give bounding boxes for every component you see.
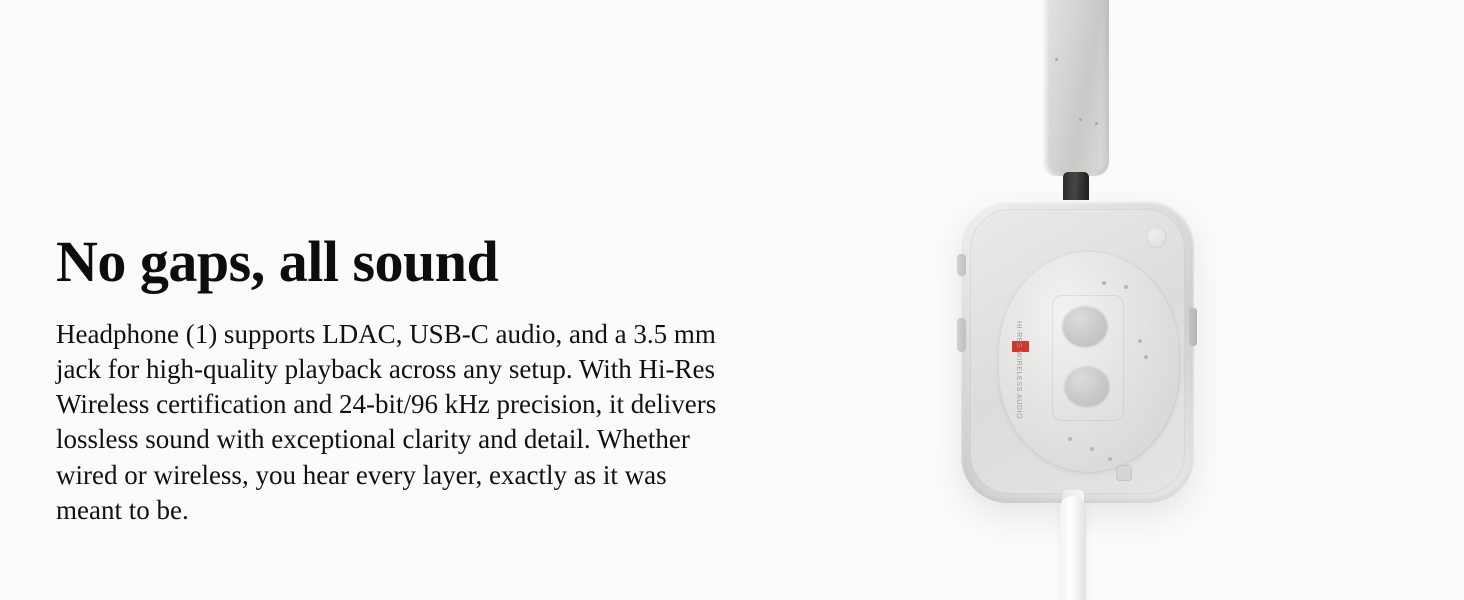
headband-arm xyxy=(1043,0,1109,176)
arm-screw-icon xyxy=(1095,122,1098,125)
plate-dot-icon xyxy=(1138,339,1142,343)
plate-dot-icon xyxy=(1102,281,1106,285)
ear-cup-rim xyxy=(970,209,1185,494)
body-paragraph: Headphone (1) supports LDAC, USB-C audio, and a 3.5 mm jack for high-quality playback across any setup. With Hi-Res Wireless certification and 24-bit/96 kHz precision, it delivers lossless sound with exceptional clarity and detail. Whether wired or wireless, you hear every layer, exactly as it was meant to be. xyxy=(56,319,717,525)
plate-dot-icon xyxy=(1124,285,1128,289)
driver-plate xyxy=(998,251,1180,473)
arm-screw-icon xyxy=(1055,58,1058,61)
driver-pad-upper xyxy=(1062,305,1108,347)
plate-dot-icon xyxy=(1108,457,1112,461)
side-button-large xyxy=(957,318,966,352)
usb-c-cable xyxy=(1060,496,1086,600)
page-title: No gaps, all sound xyxy=(56,229,499,294)
certification-badge-icon xyxy=(1116,465,1132,481)
copy-block xyxy=(56,229,736,528)
driver-pad-lower xyxy=(1064,365,1110,407)
arm-screw-icon xyxy=(1079,118,1082,121)
micro-print-label: HI-RES WIRELESS AUDIO xyxy=(1015,321,1022,420)
side-button-small xyxy=(957,254,966,276)
ear-cup-chassis xyxy=(961,200,1194,503)
corner-sensor-icon xyxy=(1146,227,1167,248)
usb-c-port xyxy=(1189,308,1197,346)
plate-dot-icon xyxy=(1144,355,1148,359)
plate-dot-icon xyxy=(1068,437,1072,441)
plate-dot-icon xyxy=(1090,447,1094,451)
product-photo xyxy=(880,0,1464,600)
